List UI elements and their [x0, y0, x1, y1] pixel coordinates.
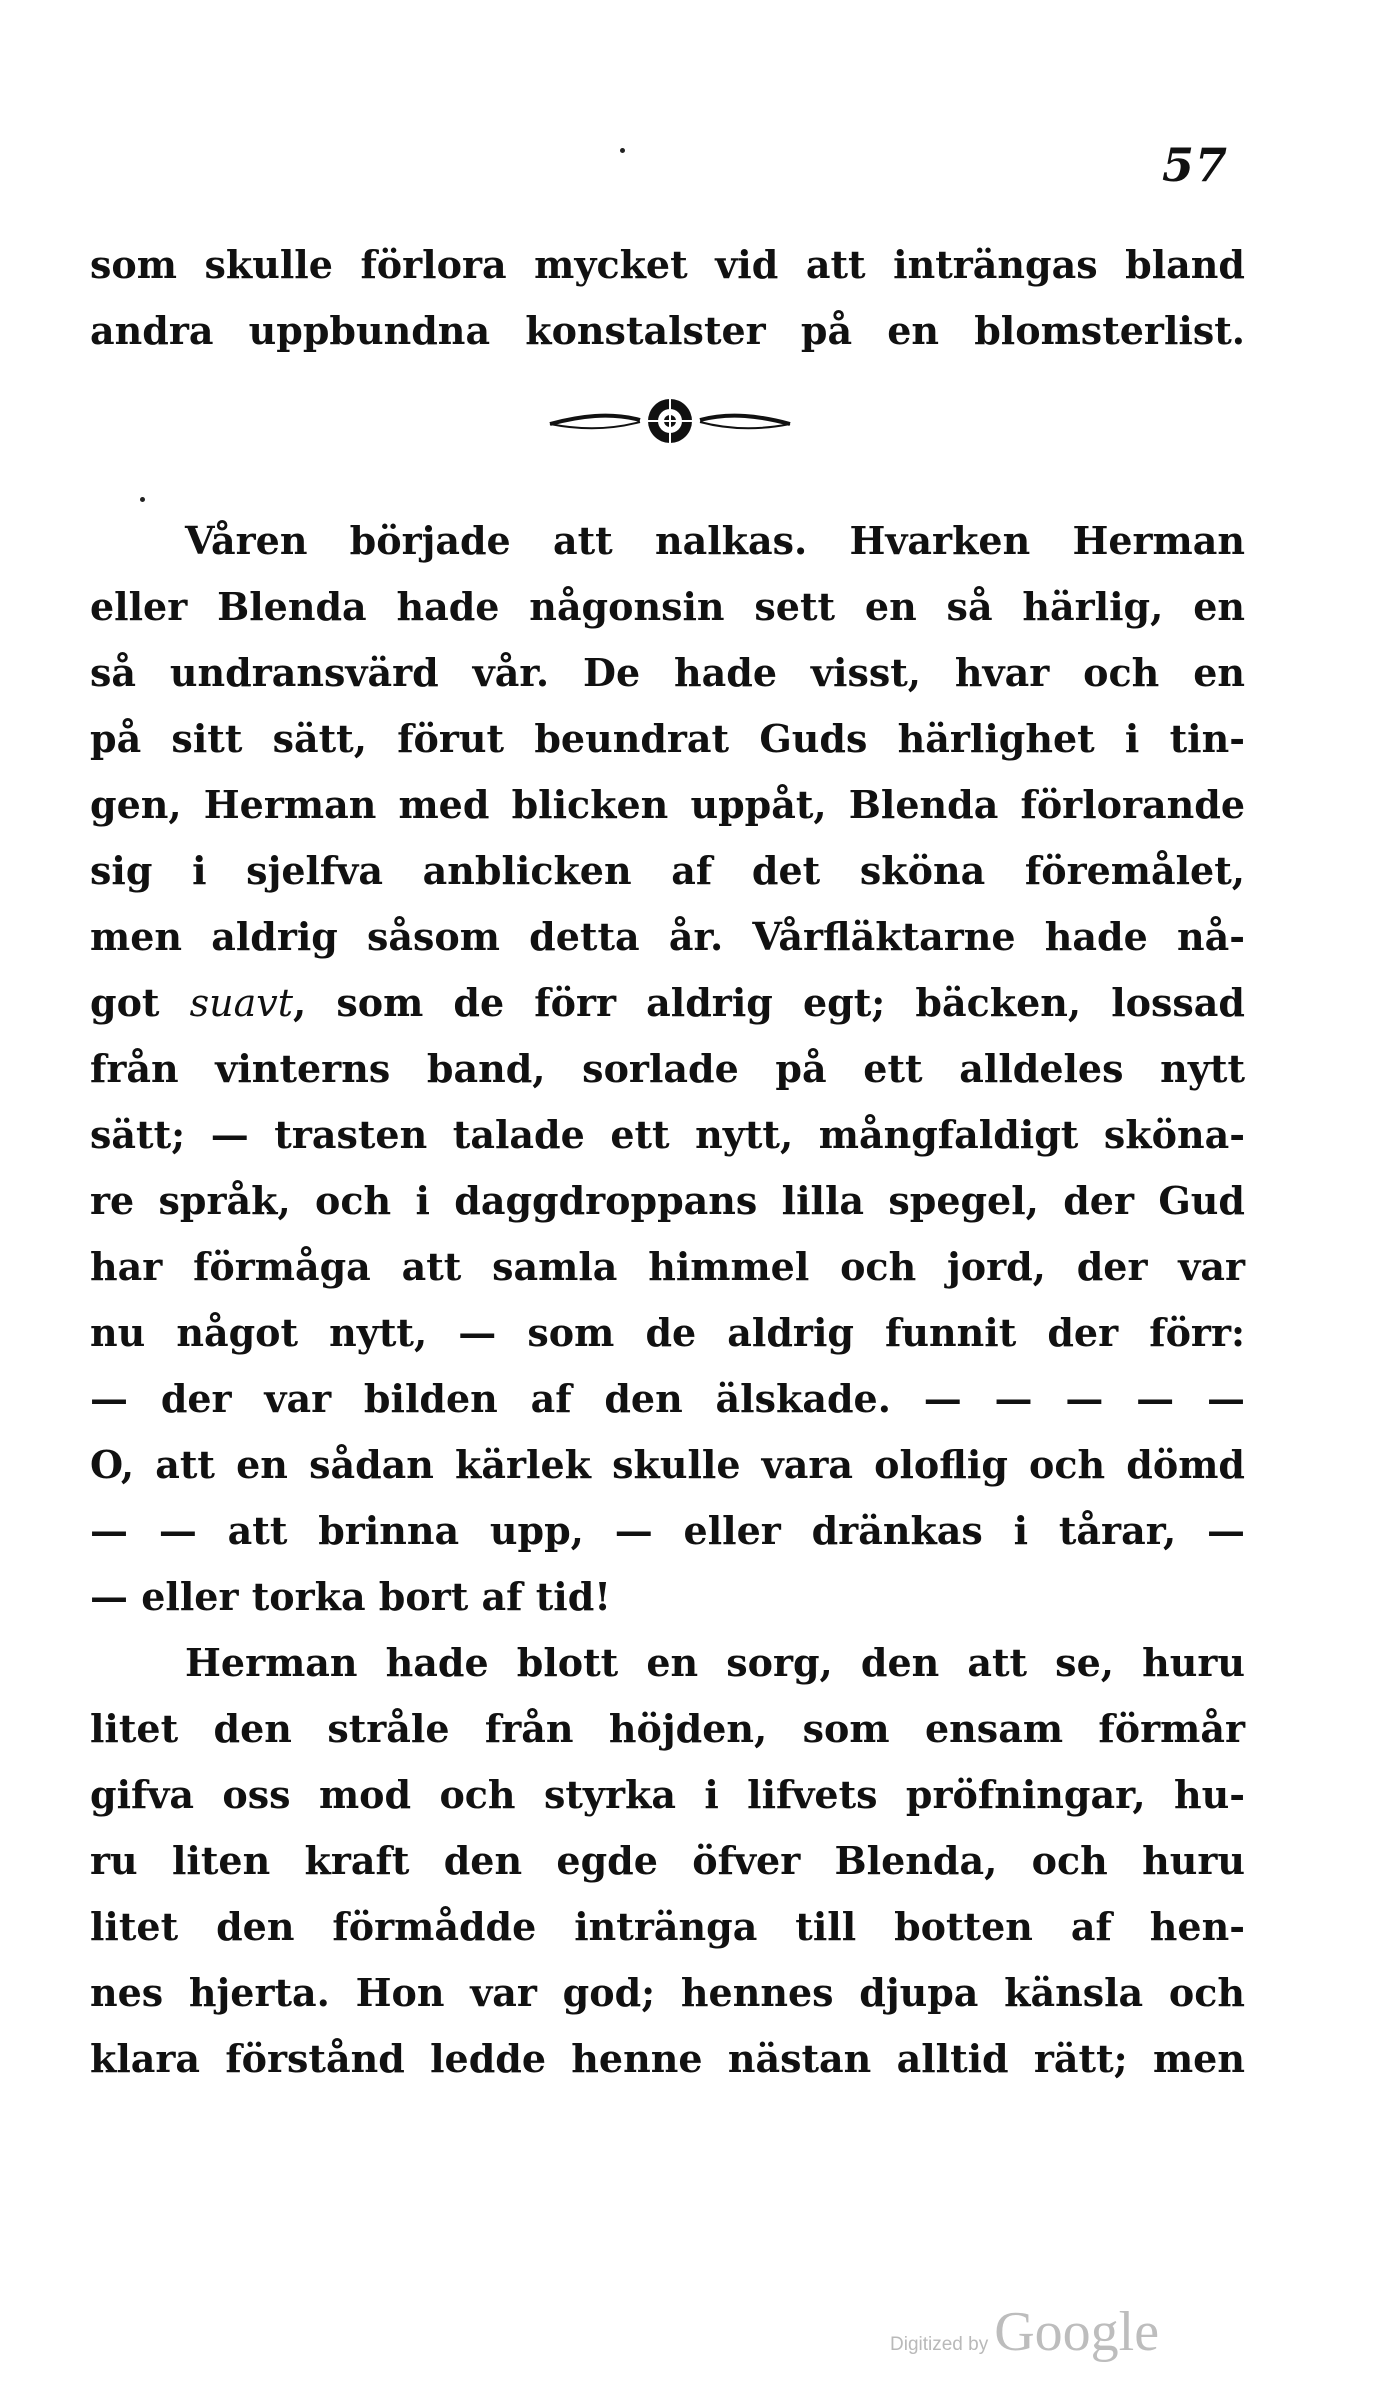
watermark-prefix: Digitized by: [890, 2334, 989, 2355]
text-line: re språk, och i daggdroppans lilla spegel, der Gud: [90, 1178, 1245, 1223]
text-line: på sitt sätt, förut beundrat Guds härlighet i tin-: [90, 716, 1245, 761]
text-line: — der var bilden af den älskade. — — — — —: [90, 1376, 1245, 1421]
top-paragraph: [90, 232, 1245, 364]
main-text: [90, 508, 1245, 2092]
text-line: men aldrig såsom detta år. Vårfläktarne hade nå-: [90, 914, 1245, 959]
text-line: — — att brinna upp, — eller dränkas i tårar, —: [90, 1508, 1245, 1553]
decorative-flourish-icon: [540, 390, 800, 450]
text-line: klara förstånd ledde henne nästan alltid rätt; men: [90, 2036, 1245, 2081]
text-line: Våren började att nalkas. Hvarken Herman: [185, 518, 1245, 563]
text-line: O, att en sådan kärlek skulle vara oloflig och dömd: [90, 1442, 1245, 1487]
text-line: litet den förmådde intränga till botten af hen-: [90, 1904, 1245, 1949]
text-line: andra uppbundna konstalster på en blomsterlist.: [90, 308, 1245, 353]
text-line: som skulle förlora mycket vid att inträngas bland: [90, 242, 1245, 287]
text-line: sätt; — trasten talade ett nytt, mångfaldigt sköna-: [90, 1112, 1245, 1157]
stray-ink-dot: [620, 148, 625, 153]
text-segment: got: [90, 980, 190, 1025]
text-line: eller Blenda hade någonsin sett en så härlig, en: [90, 584, 1245, 629]
text-line: nes hjerta. Hon var god; hennes djupa känsla och: [90, 1970, 1245, 2015]
page-number: 57: [1161, 138, 1228, 192]
stray-ink-dot: [140, 497, 145, 502]
text-line: har förmåga att samla himmel och jord, der var: [90, 1244, 1245, 1289]
text-line: från vinterns band, sorlade på ett alldeles nytt: [90, 1046, 1245, 1091]
text-line: nu något nytt, — som de aldrig funnit der förr:: [90, 1310, 1245, 1355]
text-segment: , som de förr aldrig egt; bäcken, lossad: [292, 980, 1245, 1025]
text-line: så undransvärd vår. De hade visst, hvar och en: [90, 650, 1245, 695]
text-line: gen, Herman med blicken uppåt, Blenda förlorande: [90, 782, 1245, 827]
google-logo: Google: [994, 2301, 1160, 2363]
text-line: — eller torka bort af tid!: [90, 1574, 611, 1619]
watermark: [890, 2300, 1159, 2364]
text-line: gifva oss mod och styrka i lifvets pröfningar, hu-: [90, 1772, 1245, 1817]
text-line: sig i sjelfva anblicken af det sköna föremålet,: [90, 848, 1245, 893]
text-line: litet den stråle från höjden, som ensam förmår: [90, 1706, 1245, 1751]
text-line-with-italic: [90, 970, 1245, 1036]
text-line: ru liten kraft den egde öfver Blenda, och huru: [90, 1838, 1245, 1883]
italic-word: suavt: [189, 981, 293, 1025]
text-line: Herman hade blott en sorg, den att se, huru: [185, 1640, 1245, 1685]
